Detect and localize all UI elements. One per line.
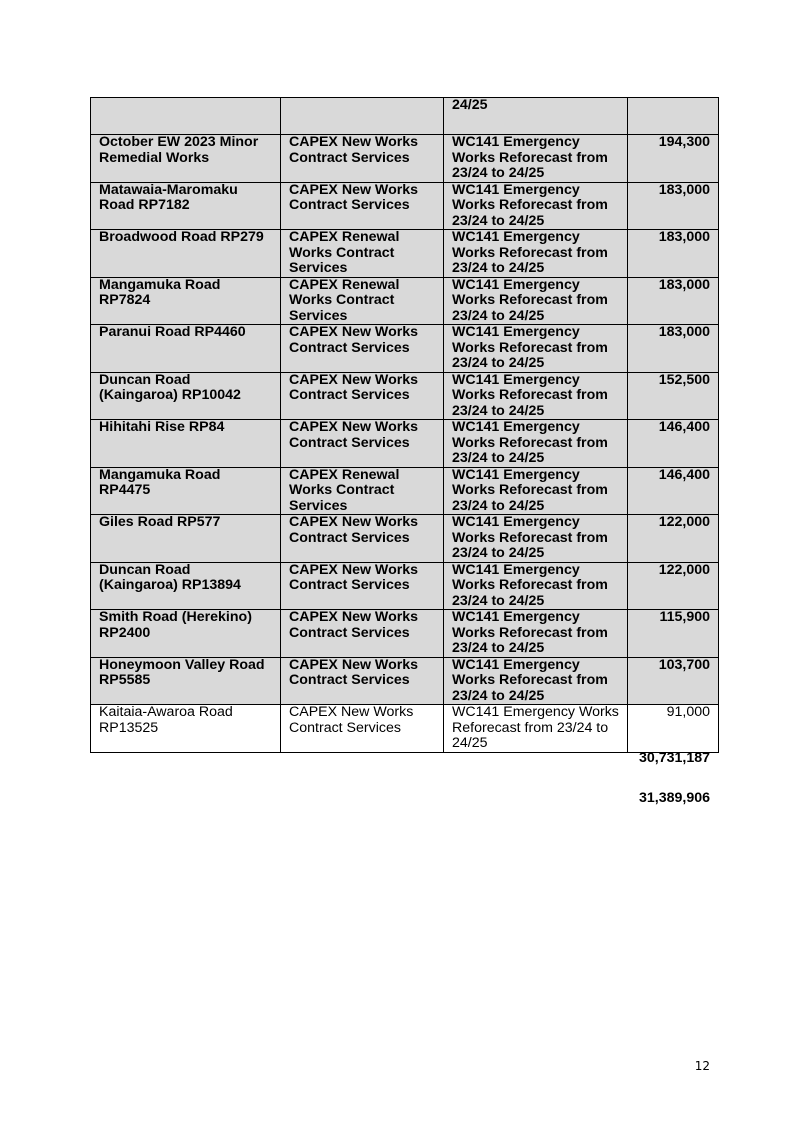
category-cell: CAPEX Renewal Works Contract Services (281, 230, 444, 278)
description-cell: 24/25 (444, 98, 628, 135)
amount-cell: 122,000 (628, 515, 719, 563)
category-cell: CAPEX New Works Contract Services (281, 657, 444, 705)
table-row (91, 657, 719, 705)
amount-cell: 183,000 (628, 325, 719, 373)
road-cell: Mangamuka Road RP4475 (91, 467, 281, 515)
category-cell (281, 98, 444, 135)
works-table (90, 97, 719, 753)
amount-cell: 194,300 (628, 135, 719, 183)
table-row (91, 420, 719, 468)
description-cell: WC141 Emergency Works Reforecast from 23/24 to 24/25 (444, 657, 628, 705)
category-cell: CAPEX New Works Contract Services (281, 135, 444, 183)
description-cell: WC141 Emergency Works Reforecast from 23/24 to 24/25 (444, 467, 628, 515)
road-cell: Hihitahi Rise RP84 (91, 420, 281, 468)
description-cell: WC141 Emergency Works Reforecast from 23/24 to 24/25 (444, 372, 628, 420)
road-cell (91, 98, 281, 135)
category-cell: CAPEX New Works Contract Services (281, 562, 444, 610)
page-number: 12 (694, 1059, 710, 1073)
table-row (91, 705, 719, 753)
category-cell: CAPEX Renewal Works Contract Services (281, 277, 444, 325)
table-row (91, 610, 719, 658)
road-cell: Duncan Road (Kaingaroa) RP13894 (91, 562, 281, 610)
subtotal-value: 30,731,187 (638, 750, 710, 766)
amount-cell (628, 98, 719, 135)
table-row-continued (91, 98, 719, 135)
amount-cell: 183,000 (628, 277, 719, 325)
road-cell: Paranui Road RP4460 (91, 325, 281, 373)
table-row (91, 372, 719, 420)
category-cell: CAPEX Renewal Works Contract Services (281, 467, 444, 515)
category-cell: CAPEX New Works Contract Services (281, 420, 444, 468)
amount-cell: 122,000 (628, 562, 719, 610)
table-row (91, 467, 719, 515)
road-cell: Broadwood Road RP279 (91, 230, 281, 278)
description-cell: WC141 Emergency Works Reforecast from 23/24 to 24/25 (444, 420, 628, 468)
road-cell: October EW 2023 Minor Remedial Works (91, 135, 281, 183)
description-cell: WC141 Emergency Works Reforecast from 23/24 to 24/25 (444, 230, 628, 278)
description-cell: WC141 Emergency Works Reforecast from 23/24 to 24/25 (444, 277, 628, 325)
road-cell: Kaitaia-Awaroa Road RP13525 (91, 705, 281, 753)
description-cell: WC141 Emergency Works Reforecast from 23/24 to 24/25 (444, 135, 628, 183)
amount-cell: 183,000 (628, 230, 719, 278)
table-row (91, 325, 719, 373)
description-cell: WC141 Emergency Works Reforecast from 23/24 to 24/25 (444, 705, 628, 753)
road-cell: Honeymoon Valley Road RP5585 (91, 657, 281, 705)
table-row (91, 230, 719, 278)
description-cell: WC141 Emergency Works Reforecast from 23/24 to 24/25 (444, 182, 628, 230)
category-cell: CAPEX New Works Contract Services (281, 610, 444, 658)
amount-cell: 152,500 (628, 372, 719, 420)
road-cell: Matawaia-Maromaku Road RP7182 (91, 182, 281, 230)
amount-cell: 103,700 (628, 657, 719, 705)
road-cell: Giles Road RP577 (91, 515, 281, 563)
amount-cell: 115,900 (628, 610, 719, 658)
table-row (91, 562, 719, 610)
road-cell: Mangamuka Road RP7824 (91, 277, 281, 325)
description-cell: WC141 Emergency Works Reforecast from 23/24 to 24/25 (444, 610, 628, 658)
table-row (91, 182, 719, 230)
category-cell: CAPEX New Works Contract Services (281, 182, 444, 230)
road-cell: Duncan Road (Kaingaroa) RP10042 (91, 372, 281, 420)
description-cell: WC141 Emergency Works Reforecast from 23/24 to 24/25 (444, 325, 628, 373)
description-cell: WC141 Emergency Works Reforecast from 23/24 to 24/25 (444, 562, 628, 610)
category-cell: CAPEX New Works Contract Services (281, 515, 444, 563)
category-cell: CAPEX New Works Contract Services (281, 325, 444, 373)
amount-cell: 91,000 (628, 705, 719, 753)
table-row (91, 277, 719, 325)
description-cell: WC141 Emergency Works Reforecast from 23/24 to 24/25 (444, 515, 628, 563)
table-row (91, 135, 719, 183)
grand-total-value: 31,389,906 (638, 790, 710, 806)
category-cell: CAPEX New Works Contract Services (281, 705, 444, 753)
amount-cell: 183,000 (628, 182, 719, 230)
amount-cell: 146,400 (628, 420, 719, 468)
table-row (91, 515, 719, 563)
category-cell: CAPEX New Works Contract Services (281, 372, 444, 420)
road-cell: Smith Road (Herekino) RP2400 (91, 610, 281, 658)
amount-cell: 146,400 (628, 467, 719, 515)
